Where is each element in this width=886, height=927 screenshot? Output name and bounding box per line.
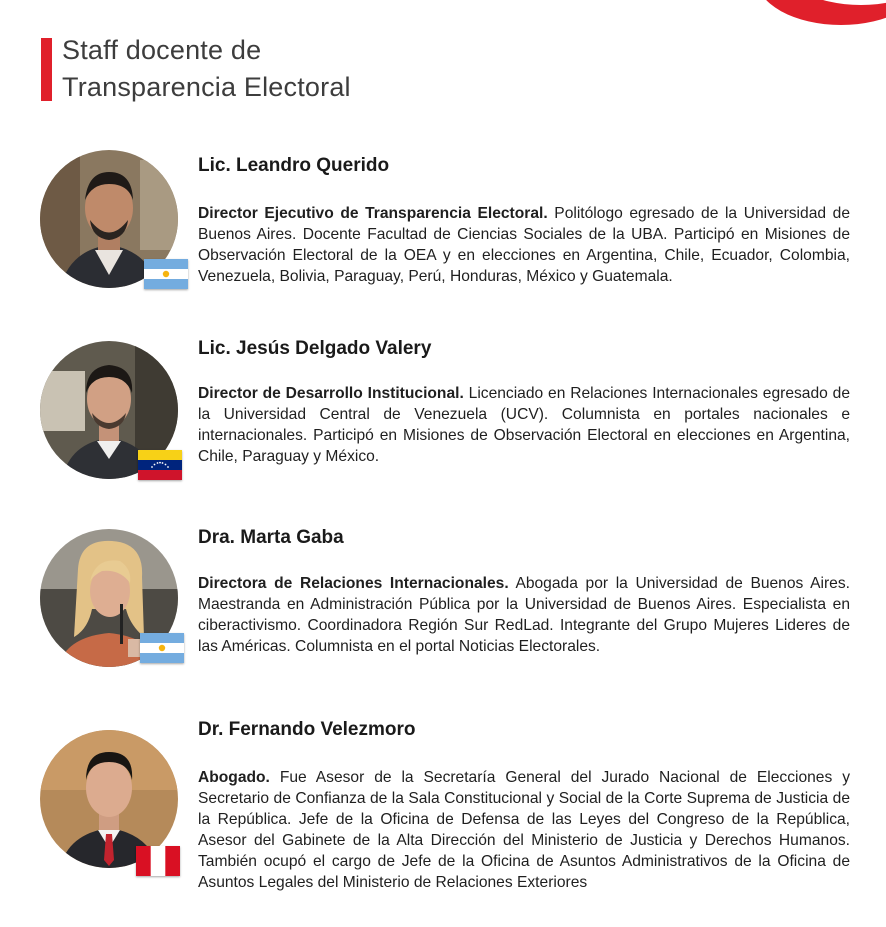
peru-flag-icon <box>136 846 180 876</box>
staff-bio-text: Abogada por la Universidad de Buenos Aires. Maestranda en Administración Pública por la Universidad de Buenos Aires. Especialista en ciberactivismo. Coordinadora Región Sur RedLad. Integrante del Grupo Mujeres Lideres de las Américas. Columnista en el portal Noticias Electorales. <box>198 575 850 655</box>
staff-role: Abogado. <box>198 769 270 786</box>
staff-bio <box>198 383 850 467</box>
staff-bio <box>198 767 850 893</box>
staff-name: Lic. Jesús Delgado Valery <box>198 338 432 359</box>
staff-bio-text: Licenciado en Relaciones Internacionales egresado de la Universidad Central de Venezuela (UCV). Columnista en portales nacionales e internacionales. Participó en Misiones de Observación Electoral en elecciones en Argentina, Chile, Paraguay y México. <box>198 385 850 465</box>
page-title <box>62 32 482 106</box>
staff-bio <box>198 573 850 657</box>
staff-name: Lic. Leandro Querido <box>198 155 390 176</box>
title-accent-bar <box>41 38 52 101</box>
venezuela-flag-icon <box>138 450 182 480</box>
argentina-flag-icon <box>144 259 188 289</box>
staff-role: Directora de Relaciones Internacionales. <box>198 575 509 592</box>
staff-name: Dr. Fernando Velezmoro <box>198 719 416 740</box>
staff-name: Dra. Marta Gaba <box>198 527 344 548</box>
page-title-line-1: Staff docente de <box>62 35 262 65</box>
staff-bio-text: Politólogo egresado de la Universidad de Buenos Aires. Docente Facultad de Ciencias Sociales de la UBA. Participó en Misiones de Observación Electoral de la OEA y en elecciones en Argentina, Chile, Ecuador, Colombia, Venezuela, Bolivia, Paraguay, Perú, Honduras, México y Guatemala. <box>198 205 850 285</box>
staff-bio-text: Fue Asesor de la Secretaría General del Jurado Nacional de Elecciones y Secretario de Confianza de la Sala Constitucional y Social de la Corte Suprema de Justicia de la República. Jefe de la Oficina de Defensa de las Leyes del Congreso de la República, Asesor del Gabinete de la Alta Dirección del Ministerio de Justicia y Derechos Humanos. También ocupó el cargo de Jefe de la Oficina de Asuntos Administrativos de la Oficina de Asuntos Legales del Ministerio de Relaciones Exteriores <box>198 769 850 891</box>
staff-role: Director Ejecutivo de Transparencia Electoral. <box>198 205 548 222</box>
staff-role: Director de Desarrollo Institucional. <box>198 385 464 402</box>
staff-bio <box>198 203 850 287</box>
page-title-line-2: Transparencia Electoral <box>62 72 351 102</box>
argentina-flag-icon <box>140 633 184 663</box>
